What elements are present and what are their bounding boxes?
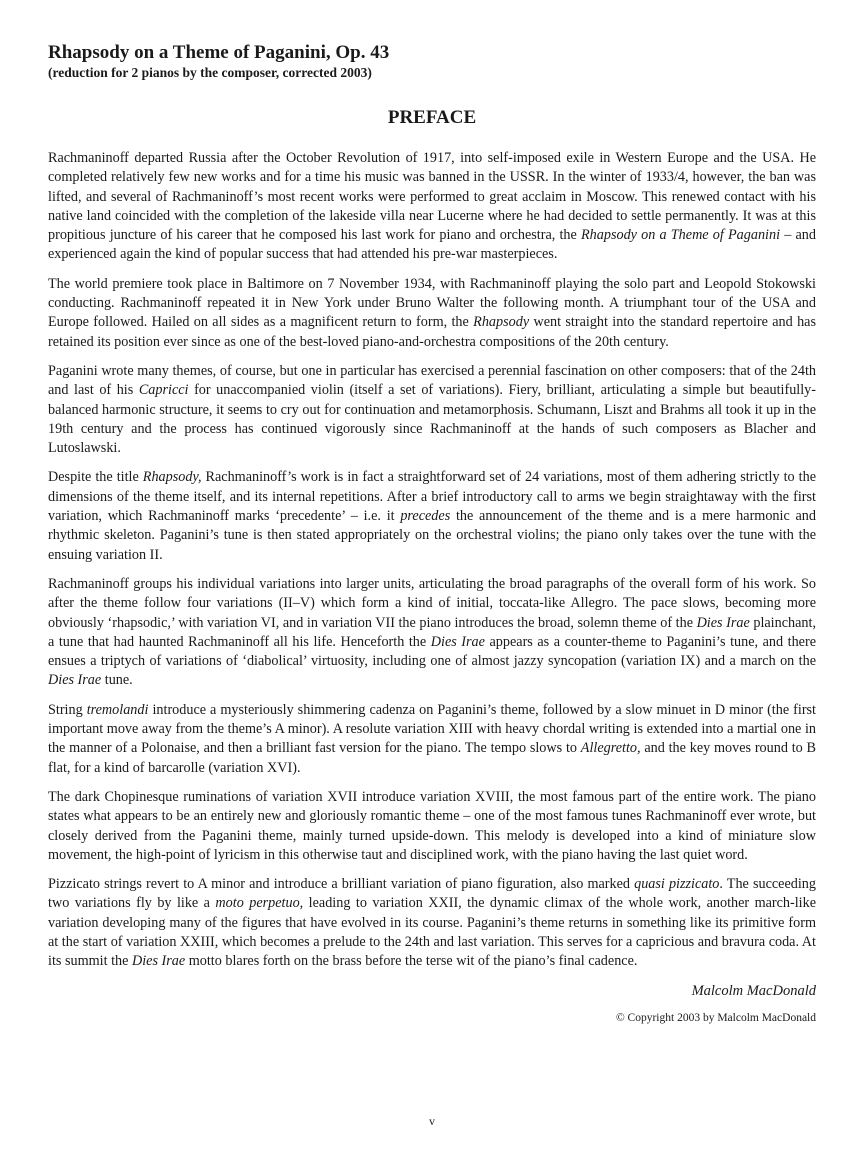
text-run: went straight into the standard repertoire and has retained its position ever since as one of the best-loved piano-and-orchestra compositions of the 20th century. bbox=[48, 314, 816, 350]
paragraph bbox=[48, 575, 816, 691]
italic-text: precedes bbox=[400, 508, 451, 525]
paragraph bbox=[48, 468, 816, 564]
author-signature: Malcolm MacDonald bbox=[691, 982, 816, 999]
text-run: tune. bbox=[101, 672, 133, 689]
italic-text: quasi pizzicato bbox=[634, 876, 720, 893]
paragraph bbox=[48, 149, 816, 265]
text-run: Despite the title bbox=[48, 469, 143, 486]
text-run: . The succeeding two variations fly by like a bbox=[48, 876, 816, 912]
document-subtitle: (reduction for 2 pianos by the composer, corrected 2003) bbox=[48, 65, 372, 80]
italic-text: Dies Irae bbox=[696, 614, 750, 631]
paragraph bbox=[48, 275, 816, 352]
document-page bbox=[48, 42, 816, 1026]
text-run: plainchant, a tune that had haunted Rachmaninoff all his life. Henceforth the bbox=[48, 614, 816, 650]
text-run: Rachmaninoff departed Russia after the October Revolution of 1917, into self-imposed exile in Western Europe and the USA. He completed relatively few new works and for a time his music was banned in the USSR. In the winter of 1933/4, however, the ban was lifted, and several of Rachmaninoff’s most recent works were performed to great acclaim in Moscow. This renewed contact with his native land coincided with the completion of the lakeside villa near Lucerne where he had decided to settle permanently. It was at this propitious juncture of his career that he composed his last work for piano and orchestra, the bbox=[48, 150, 816, 244]
paragraph bbox=[48, 788, 816, 865]
section-heading: PREFACE bbox=[387, 107, 477, 128]
italic-text: tremolandi bbox=[86, 701, 149, 718]
text-run: for unaccompanied violin (itself a set of variations). Fiery, brilliant, articulating a simple but beautifully-balanced harmonic structure, it seems to cry out for continuation and metamorphosis. Schumann, Liszt and Brahms all took it up in the 19th century and the process has continued vigorously since Rachmaninoff at the hands of such composers as Blacher and Lutoslawski. bbox=[48, 382, 816, 457]
text-run: appears as a counter-theme to Paganini’s tune, and there ensues a triptych of variations of ‘diabolical’ virtuosity, including one of almost jazzy syncopation (variation IX) and a march on the bbox=[48, 633, 817, 670]
italic-text: Rhapsody bbox=[473, 314, 530, 331]
text-run: – and experienced again the kind of popular success that had attended his pre-war masterpieces. bbox=[48, 227, 816, 263]
text-run: Paganini wrote many themes, of course, but one in particular has exercised a perennial fascination on other composers: that of the 24th and last of his bbox=[48, 362, 816, 399]
text-run: Pizzicato strings revert to A minor and introduce a brilliant variation of piano figuration, also marked bbox=[48, 876, 635, 893]
text-run: motto blares forth on the brass before the terse wit of the piano’s final cadence. bbox=[185, 953, 638, 970]
italic-text: moto perpetuo, bbox=[215, 895, 304, 912]
preface-body bbox=[48, 149, 816, 972]
copyright-notice: © Copyright 2003 by Malcolm MacDonald bbox=[615, 1011, 816, 1024]
italic-text: Rhapsody, bbox=[142, 469, 202, 486]
italic-text: Dies Irae bbox=[430, 633, 485, 650]
page-number: v bbox=[429, 1114, 435, 1128]
text-run: Rachmaninoff’s work is in fact a straightforward set of 24 variations, most of them adhering strictly to the dimensions of the theme itself, and its internal repetitions. After a brief introductory call to arms we begin straightaway with the first variation, which Rachmaninoff marks ‘precedente’ – i.e. it bbox=[48, 469, 816, 525]
text-run: String bbox=[48, 701, 87, 718]
italic-text: Dies Irae bbox=[48, 672, 102, 689]
text-run: introduce a mysteriously shimmering cadenza on Paganini’s theme, followed by a slow minuet in D minor (the first important move away from the theme’s A minor). A resolute variation XIII with heavy chordal writing is extended into a martial one in the manner of a Polonaise, and then a brilliant fast version for the piano. The tempo slows to bbox=[48, 701, 817, 757]
italic-text: Dies Irae bbox=[131, 953, 186, 970]
text-run: the announcement of the theme and is a mere harmonic and rhythmic skeleton. Paganini’s tune is then stated appropriately on the orchestral violins; the piano only takes over the tune with the ensuing variation II. bbox=[48, 508, 816, 563]
text-run: The world premiere took place in Baltimore on 7 November 1934, with Rachmaninoff playing the solo part and Leopold Stokowski conducting. Rachmaninoff repeated it in New York under Bruno Walter the following month. A triumphant tour of the USA and Europe followed. Hailed on all sides as a magnificent return to form, the bbox=[48, 275, 816, 331]
text-run: leading to variation XXII, the dynamic climax of the whole work, another march-like variation developing many of the figures that have evolved in its course. Paganini’s theme returns in something like its primitive form at the start of variation XXIII, which becomes a prelude to the 24th and last variation. This serves for a capricious and bravura coda. At its summit the bbox=[48, 895, 817, 970]
italic-text: Capricci bbox=[138, 382, 189, 399]
italic-text: Allegretto, bbox=[580, 740, 641, 757]
text-run: Rachmaninoff groups his individual variations into larger units, articulating the broad paragraphs of the overall form of his work. So after the theme follow four variations (II–V) which form a kind of initial, toccata-like Allegro. The pace slows, becoming more obviously ‘rhapsodic,’ with variation VI, and in variation VII the piano introduces the broad, solemn theme of the bbox=[48, 575, 816, 631]
text-run: and the key moves round to B flat, for a kind of barcarolle (variation XVI). bbox=[48, 740, 816, 776]
document-title: Rhapsody on a Theme of Paganini, Op. 43 bbox=[48, 42, 390, 63]
paragraph bbox=[48, 362, 816, 458]
text-run: The dark Chopinesque ruminations of variation XVII introduce variation XVIII, the most famous part of the entire work. The piano states what appears to be an entirely new and gloriously romantic theme – one of the most famous tunes Rachmaninoff ever wrote, but closely derived from the Paganini theme, mainly turned upside-down. This melody is developed into a kind of miniature slow movement, the high-point of lyricism in this otherwise taut and disciplined work, with the piano having the last quiet word. bbox=[48, 788, 816, 863]
italic-text: Rhapsody on a Theme of Paganini bbox=[581, 227, 781, 244]
paragraph bbox=[48, 875, 816, 971]
paragraph bbox=[48, 701, 816, 778]
